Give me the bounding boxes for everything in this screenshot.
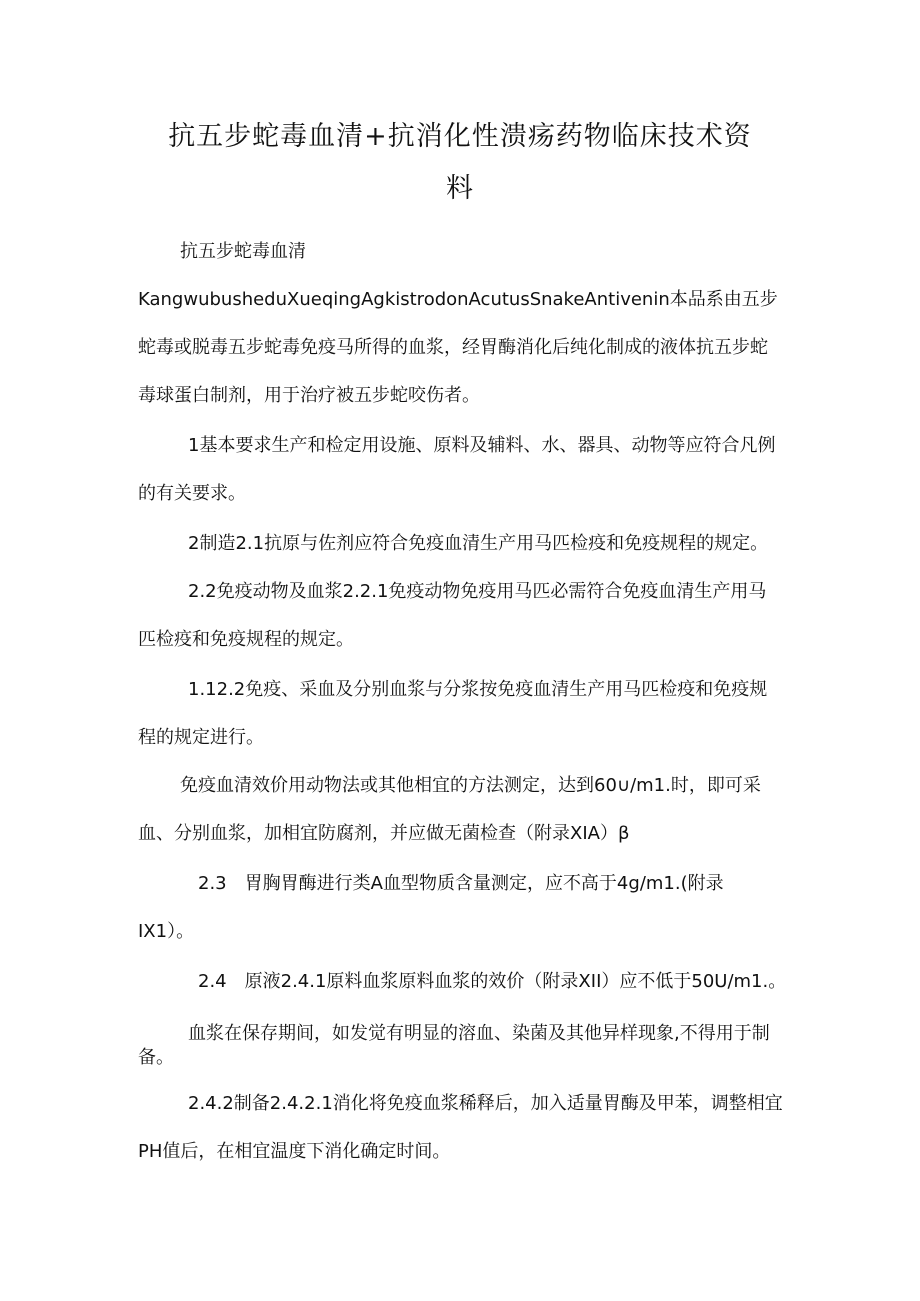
document-title-line-2: 料	[446, 173, 474, 204]
paragraph-line: 的有关要求。	[138, 483, 246, 504]
paragraph-line: 1基本要求生产和检定用设施、原料及辅料、水、器具、动物等应符合凡例	[188, 435, 776, 456]
paragraph-line: 备。	[138, 1047, 174, 1068]
paragraph-line: PH值后，在相宜温度下消化确定时间。	[138, 1141, 451, 1162]
paragraph-line: 血浆在保存期间，如发觉有明显的溶血、染菌及其他异样现象,不得用于制	[188, 1023, 770, 1044]
paragraph-line: 免疫血清效价用动物法或其他相宜的方法测定，达到60∪/m1.时，即可采	[180, 775, 761, 796]
paragraph-line: 2.3 胃胸胃酶进行类A血型物质含量测定，应不高于4g/m1.(附录	[198, 873, 724, 894]
paragraph-line: KangwubusheduXueqingAgkistrodonAcutusSnakeAntivenin本品系由五步	[138, 289, 778, 310]
document-title-line-1: 抗五步蛇毒血清+抗消化性溃疡药物临床技术资	[168, 121, 752, 152]
paragraph-line: 毒球蛋白制剂，用于治疗被五步蛇咬伤者。	[138, 385, 480, 406]
paragraph-line: 2制造2.1抗原与佐剂应符合免疫血清生产用马匹检疫和免疫规程的规定。	[188, 533, 769, 554]
paragraph-line: 血、分别血浆，加相宜防腐剂，并应做无菌检查（附录XIA）β	[138, 823, 630, 844]
paragraph-line: 2.2免疫动物及血浆2.2.1免疫动物免疫用马匹必需符合免疫血清生产用马	[188, 581, 767, 602]
paragraph-line: 1.12.2免疫、采血及分别血浆与分浆按免疫血清生产用马匹检疫和免疫规	[188, 679, 768, 700]
paragraph-line: 抗五步蛇毒血清	[180, 241, 306, 262]
paragraph-line: 2.4 原液2.4.1原料血浆原料血浆的效价（附录XII）应不低于50U/m1.。	[198, 971, 787, 992]
paragraph-line: 程的规定进行。	[138, 727, 264, 748]
paragraph-line: IX1）。	[138, 921, 195, 942]
paragraph-line: 2.4.2制备2.4.2.1消化将免疫血浆稀释后，加入适量胃酶及甲苯，调整相宜	[188, 1093, 783, 1114]
paragraph-line: 蛇毒或脱毒五步蛇毒免疫马所得的血浆，经胃酶消化后纯化制成的液体抗五步蛇	[138, 337, 768, 358]
paragraph-line: 匹检疫和免疫规程的规定。	[138, 629, 354, 650]
